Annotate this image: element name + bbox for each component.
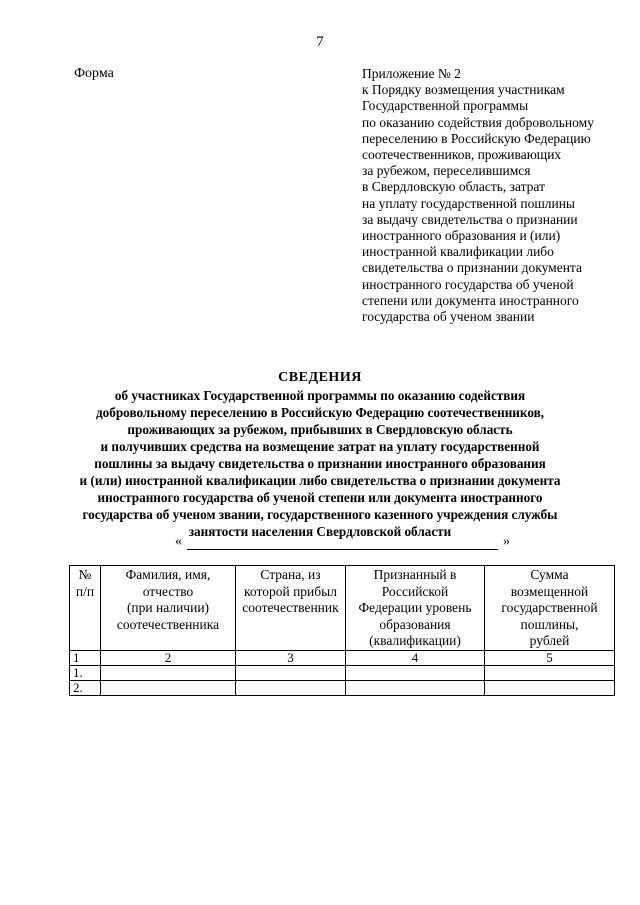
column-number: 4 [346, 650, 485, 665]
row-number: 2. [70, 680, 101, 695]
appendix-line: по оказанию содействия добровольному [362, 114, 594, 130]
document-subtitle [0, 387, 640, 540]
document-title: СВЕДЕНИЯ [278, 370, 362, 385]
subtitle-line: и получивших средства на возмещение затрат на уплату государственной [100, 439, 540, 454]
column-number-row [70, 650, 615, 665]
appendix-line: соотечественников, проживающих [362, 147, 562, 163]
appendix-line: степени или документа иностранного [362, 292, 579, 308]
table-cell[interactable] [236, 665, 346, 680]
column-number: 2 [101, 650, 236, 665]
participants-table [69, 565, 615, 696]
subtitle-line: добровольному переселению в Российскую Федерацию соотечественников, [95, 405, 545, 420]
subtitle-line: проживающих за рубежом, прибывших в Свердловскую область [127, 422, 513, 437]
appendix-line: иностранного образования и (или) [362, 228, 561, 244]
header-country: Страна, из которой прибыл соотечественник [236, 566, 346, 651]
subtitle-line: государства об ученом звании, государственного казенного учреждения службы [82, 507, 558, 522]
appendix-line: иностранной квалификации либо [362, 244, 554, 260]
appendix-line: переселению в Российскую Федерацию [362, 130, 591, 146]
appendix-line: за рубежом, переселившимся [362, 163, 531, 179]
appendix-line: в Свердловскую область, затрат [362, 179, 545, 195]
table-row [70, 665, 615, 680]
table-row [70, 680, 615, 695]
header-education-level: Признанный в Российской Федерации уровень образования (квалификации) [346, 566, 485, 651]
subtitle-line: пошлины за выдачу свидетельства о признании иностранного образования [94, 456, 546, 471]
header-full-name: Фамилия, имя, отчество (при наличии) соотечественника [101, 566, 236, 651]
appendix-line: иностранного государства об ученой [362, 276, 574, 292]
column-number: 3 [236, 650, 346, 665]
appendix-line: Государственной программы [362, 98, 529, 114]
column-number: 5 [485, 650, 615, 665]
appendix-line: к Порядку возмещения участникам [362, 82, 565, 98]
date-open-quote: « [175, 534, 182, 549]
date-close-quote: » [503, 534, 510, 549]
subtitle-line: и (или) иностранной квалификации либо свидетельства о признании документа [79, 473, 561, 488]
header-number: № п/п [70, 566, 101, 651]
table-cell[interactable] [101, 665, 236, 680]
page-number: 7 [316, 34, 324, 50]
column-number: 1 [70, 650, 101, 665]
table-cell[interactable] [346, 680, 485, 695]
row-number: 1. [70, 665, 101, 680]
appendix-line: Приложение № 2 [362, 66, 461, 81]
table-cell[interactable] [346, 665, 485, 680]
table-header-row [70, 566, 615, 651]
appendix-line: государства об ученом звании [362, 309, 535, 325]
header-fee-amount: Сумма возмещенной государственной пошлины, рублей [485, 566, 615, 651]
appendix-line: свидетельства о признании документа [362, 260, 582, 276]
date-field[interactable] [175, 534, 510, 552]
table-cell[interactable] [485, 680, 615, 695]
appendix-block [362, 66, 624, 325]
appendix-line: за выдачу свидетельства о признании [362, 211, 578, 227]
appendix-line: на уплату государственной пошлины [362, 195, 576, 211]
subtitle-line: иностранного государства об ученой степени или документа иностранного [97, 490, 543, 505]
table-cell[interactable] [236, 680, 346, 695]
subtitle-line: занятости населения Свердловской области [188, 524, 452, 539]
table-cell[interactable] [485, 665, 615, 680]
form-label: Форма [74, 66, 114, 81]
date-underline [187, 549, 498, 550]
table-cell[interactable] [101, 680, 236, 695]
subtitle-line: об участниках Государственной программы по оказанию содействия [114, 388, 526, 403]
